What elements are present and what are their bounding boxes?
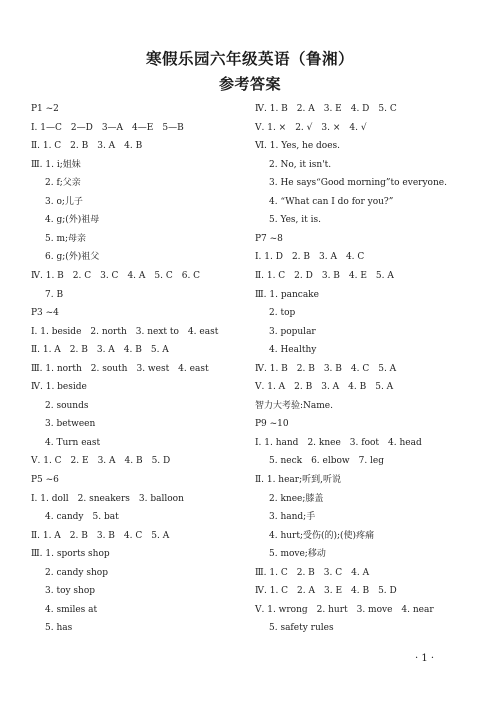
document-title: 寒假乐园六年级英语（鲁湘） bbox=[145, 49, 354, 68]
answer-line: Ⅲ. 1. i;姐妹 bbox=[31, 159, 81, 170]
answer-line: 6. g;(外)祖父 bbox=[45, 252, 100, 263]
answer-line: Ⅳ. 1. B 2. B 3. B 4. C 5. A bbox=[255, 363, 397, 374]
answer-line: Ⅴ. 1. wrong 2. hurt 3. move 4. near bbox=[255, 604, 434, 615]
answer-line: Ⅲ. 1. pancake bbox=[255, 289, 319, 300]
answer-line: P7 ~8 bbox=[255, 233, 283, 244]
answer-line: Ⅱ. 1. hear;听到,听说 bbox=[255, 475, 341, 485]
answer-line: Ⅱ. 1. A 2. B 3. A 4. B 5. A bbox=[31, 345, 169, 356]
answer-line: 4. hurt;受伤(的);(使)疼痛 bbox=[269, 530, 375, 541]
answer-line: Ⅲ. 1. sports shop bbox=[31, 549, 110, 560]
answer-line: Ⅰ. 1—C 2—D 3—A 4—E 5—B bbox=[31, 122, 184, 133]
answer-line: Ⅳ. 1. B 2. A 3. E 4. D 5. C bbox=[255, 104, 397, 114]
answer-line: Ⅱ. 1. C 2. D 3. B 4. E 5. A bbox=[255, 270, 394, 281]
page-number: · 1 · bbox=[415, 653, 435, 664]
answer-line: Ⅰ. 1. hand 2. knee 3. foot 4. head bbox=[255, 437, 422, 448]
answer-line: 2. sounds bbox=[45, 400, 89, 411]
answer-line: P9 ~10 bbox=[255, 419, 289, 430]
answer-line: 2. candy shop bbox=[45, 567, 108, 578]
answer-line: Ⅲ. 1. north 2. south 3. west 4. east bbox=[31, 363, 209, 374]
answer-line: 2. top bbox=[269, 308, 296, 319]
answer-line: Ⅴ. 1. C 2. E 3. A 4. B 5. D bbox=[31, 456, 171, 467]
answer-line: Ⅴ. 1. A 2. B 3. A 4. B 5. A bbox=[255, 382, 394, 393]
answer-line: 4. g;(外)祖母 bbox=[45, 215, 100, 226]
answer-line: 3. toy shop bbox=[45, 586, 96, 597]
answer-line: Ⅳ. 1. B 2. C 3. C 4. A 5. C 6. C bbox=[31, 270, 201, 281]
answer-line: 3. between bbox=[45, 419, 96, 430]
answer-line: 5. move;移动 bbox=[269, 549, 326, 560]
answer-line: Ⅱ. 1. A 2. B 3. B 4. C 5. A bbox=[31, 530, 170, 541]
answer-line: P5 ~6 bbox=[31, 475, 59, 485]
answer-line: Ⅱ. 1. C 2. B 3. A 4. B bbox=[31, 141, 143, 152]
answer-line: 智力大考验:Name. bbox=[255, 400, 333, 411]
answer-line: 5. m;母亲 bbox=[45, 233, 87, 244]
answer-line: 5. has bbox=[45, 623, 73, 634]
answer-line: Ⅲ. 1. C 2. B 3. C 4. A bbox=[255, 567, 370, 578]
answer-line: 4. “What can I do for you?” bbox=[269, 196, 394, 207]
answer-line: Ⅵ. 1. Yes, he does. bbox=[255, 141, 341, 152]
document-subtitle: 参考答案 bbox=[218, 75, 281, 93]
answer-line: 5. neck 6. elbow 7. leg bbox=[269, 456, 385, 467]
answer-line: Ⅰ. 1. beside 2. north 3. next to 4. east bbox=[31, 326, 219, 337]
answer-line: Ⅳ. 1. C 2. A 3. E 4. B 5. D bbox=[255, 586, 397, 597]
answer-line: 4. candy 5. bat bbox=[45, 512, 119, 523]
answer-line: 5. safety rules bbox=[269, 623, 334, 634]
answer-line: 3. He says“Good morning”to everyone. bbox=[269, 178, 447, 189]
answer-line: 5. Yes, it is. bbox=[269, 215, 321, 226]
answer-line: 3. hand;手 bbox=[269, 512, 316, 523]
answer-line: P3 ~4 bbox=[31, 308, 59, 319]
answer-line: 2. knee;膝盖 bbox=[269, 493, 324, 504]
answer-line: P1 ~2 bbox=[31, 104, 59, 114]
answer-line: 7. B bbox=[45, 289, 64, 300]
answer-line: 2. f;父亲 bbox=[45, 178, 81, 189]
answer-line: Ⅰ. 1. doll 2. sneakers 3. balloon bbox=[31, 493, 184, 504]
answer-line: 4. smiles at bbox=[45, 604, 98, 615]
answer-line: Ⅰ. 1. D 2. B 3. A 4. C bbox=[255, 252, 365, 263]
answer-line: 2. No, it isn't. bbox=[269, 159, 332, 170]
answer-line: 4. Turn east bbox=[45, 437, 101, 448]
answer-line: 4. Healthy bbox=[269, 345, 317, 356]
answer-line: 3. popular bbox=[269, 326, 316, 337]
answer-line: Ⅳ. 1. beside bbox=[31, 382, 87, 393]
answer-line: 3. o;儿子 bbox=[45, 196, 83, 207]
answer-line: Ⅴ. 1. × 2. √ 3. × 4. √ bbox=[255, 122, 367, 133]
